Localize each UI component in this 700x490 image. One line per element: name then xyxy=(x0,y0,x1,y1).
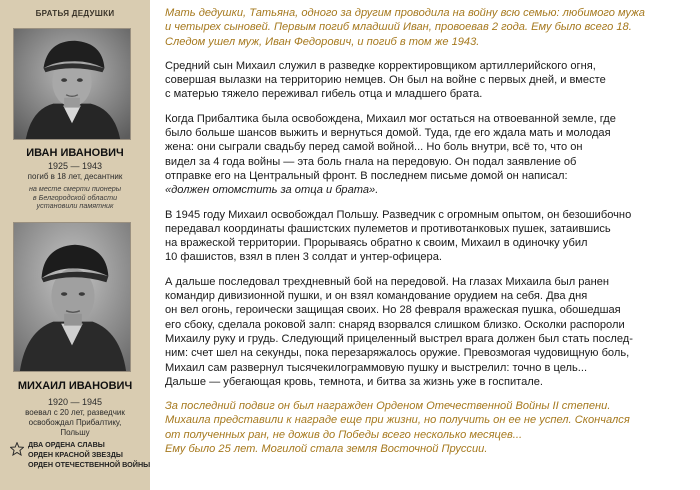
person2-desc-line: освобождал Прибалтику, xyxy=(28,418,122,427)
paragraph-line: он вел огонь, героически защищая своих. Но 28 февраля вражеская пушка, обошедшая xyxy=(165,304,621,317)
paragraph-line: на вражеской территории. Прорываясь обратно к своим, Михаил в одиночку убил xyxy=(165,237,588,250)
paragraph-line: было больше шансов выжить и вернуться домой. Туда, где его ждала мать и молодая xyxy=(165,127,611,140)
paragraph-line: 10 фашистов, взял в плен 3 солдат и унтер-офицера. xyxy=(165,251,442,264)
person2-desc-line: воевал с 20 лет, разведчик xyxy=(25,408,125,417)
award-item: ОРДЕН ОТЕЧЕСТВЕННОЙ ВОЙНЫ xyxy=(28,460,151,469)
paragraph xyxy=(165,399,697,456)
person1-years: 1925 — 1943 xyxy=(47,161,103,171)
person1-name: ИВАН ИВАНОВИЧ xyxy=(26,147,124,159)
quote-line: «должен отомстить за отца и брата». xyxy=(165,184,379,197)
paragraph-line: командир дивизионной пушки, и он взял командование орудием на себя. Два дня xyxy=(165,290,588,303)
paragraph-line: от полученных ран, не дожив до Победы всего несколько месяцев... xyxy=(165,428,523,441)
person1-desc xyxy=(6,172,144,182)
paragraph xyxy=(165,6,697,49)
person2-desc xyxy=(6,408,144,438)
paragraph-line: Когда Прибалтика была освобождена, Михаил мог остаться на отвоеванной земле, где xyxy=(165,112,616,125)
paragraph-line: передавал координаты фашистских пулеметов и противотанковых пушек, затаившись xyxy=(165,222,611,235)
paragraph-line: А дальше последовал трехдневный бой на передовой. На глазах Михаила был ранен xyxy=(165,275,610,288)
paragraph-line: Следом ушел муж, Иван Федорович, и погиб в том же 1943. xyxy=(165,35,480,48)
photo-mikhail xyxy=(13,222,131,372)
paragraph-line: видел за 4 года войны — эта боль гнала на передовую. Он подал заявление об xyxy=(165,155,577,168)
person1-note-line: установили памятник xyxy=(36,201,114,211)
paragraph-line: Михаил сам развернул тысячекилограммовую пушку и выстрелил: точно в цель... xyxy=(165,361,588,374)
paragraph-line: Ему было 25 лет. Могилой стала земля Восточной Пруссии. xyxy=(165,443,488,456)
paragraph-line: и четырех сыновей. Первым погиб младший Иван, провоевав 2 года. Ему было всего 18. xyxy=(165,21,632,34)
award-item: ОРДЕН КРАСНОЙ ЗВЕЗДЫ xyxy=(28,450,123,459)
paragraph-line: За последний подвиг он был награжден Орденом Отечественной Войны II степени. xyxy=(165,400,611,413)
paragraph-line: ним: счет шел на секунды, пока перезаряжалось оружие. Превозмогая чудовищную боль, xyxy=(165,347,630,360)
paragraph xyxy=(165,275,697,389)
sidebar-title: БРАТЬЯ ДЕДУШКИ xyxy=(35,9,115,18)
person2-years: 1920 — 1945 xyxy=(47,397,103,407)
paragraph-line: В 1945 году Михаил освобождал Польшу. Разведчик с огромным опытом, он безошибочно xyxy=(165,208,632,221)
person1-desc-line: погиб в 18 лет, десантник xyxy=(27,172,123,181)
person1-note xyxy=(6,185,144,211)
paragraph-line: с матерью тяжело переживал гибель отца и младшего брата. xyxy=(165,88,483,101)
paragraph xyxy=(165,112,697,198)
paragraph-line: Дальше — убегающая кровь, темнота, и битва за жизнь уже в госпитале. xyxy=(165,375,543,388)
portrait-ivan-image xyxy=(14,29,130,139)
paragraph-line: отправке его на Центральный фронт. В последнем письме домой он написал: xyxy=(165,169,568,182)
paragraph-line: Михаила представили к награде еще при жизни, но получить он ее не успел. Скончался xyxy=(165,414,630,427)
paragraph-line: жена: они сыграли свадьбу перед самой войной... Но боль внутри, всё то, что он xyxy=(165,141,583,154)
paragraph-line: Средний сын Михаил служил в разведке корректировщиком артиллерийского огня, xyxy=(165,59,596,72)
star-icon xyxy=(10,442,24,456)
person2-desc-line: Польшу xyxy=(60,428,90,437)
portrait-mikhail-image xyxy=(14,223,130,371)
person1-note-line: в Белгородской области xyxy=(32,192,118,202)
paragraph-line: Мать дедушки, Татьяна, одного за другим проводила на войну всю семью: любимого мужа xyxy=(165,7,645,19)
award-item: ДВА ОРДЕНА СЛАВЫ xyxy=(28,440,105,449)
paragraph-line: Михаилу руку и грудь. Следующий прицеленный выстрел врага должен был стать послед- xyxy=(165,332,633,345)
photo-ivan xyxy=(13,28,131,140)
person1-note-line: на месте смерти пионеры xyxy=(28,184,122,193)
paragraph xyxy=(165,59,697,102)
paragraph-line: совершая вылазки на территорию немцев. Он был на войне с первых дней, и вместе xyxy=(165,74,606,87)
sidebar xyxy=(0,0,150,490)
main-text xyxy=(165,6,697,466)
paragraph xyxy=(165,208,697,265)
paragraph-line: его сбоку, сделала роковой залп: снаряд взорвался слишком близко. Осколки распороли xyxy=(165,318,625,331)
person2-name: МИХАИЛ ИВАНОВИЧ xyxy=(17,380,133,392)
